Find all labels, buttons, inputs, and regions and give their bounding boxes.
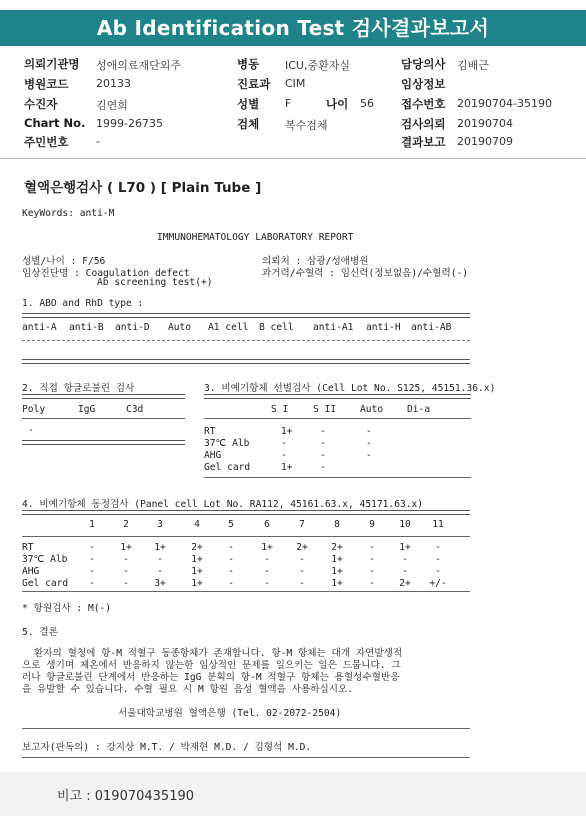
institution-label: 의뢰기관명 [24,57,80,71]
header-divider [0,158,586,159]
panel-cell-header-8: 8 [334,519,340,530]
panel-cell-header-1: 1 [89,519,95,530]
panel-row-phase: AHG [22,566,40,577]
screen-header-3: Auto [360,404,384,415]
section-title: 혈액은행검사 ( L70 ) [ Plain Tube ] [24,180,262,196]
screen-cell: - [366,426,372,437]
panel-row-phase: Gel card [22,578,69,589]
panel-cell: +/- [429,578,447,589]
reporter-rule-bottom [22,757,470,758]
panel-cell: - [435,554,441,565]
specimen-value: 복수검체 [285,119,328,132]
conclusion-line-3: 러나 항글로불린 단계에서 반응하는 IgG 분획의 항-M 적혈구 항체는 용혈성수혈반응 [22,672,400,683]
abo-header-1: anti-A [22,322,57,333]
panel-cell: - [369,566,375,577]
doctor-value: 김배근 [457,59,489,72]
abo-header-7: anti-A1 [313,322,354,333]
abo-header-6: B cell [259,322,294,333]
doctor-label: 담당의사 [401,57,446,71]
panel-cell: - [299,554,305,565]
panel-cell: 2+ [331,542,343,553]
panel-cell: - [369,554,375,565]
panel-cell-header-9: 9 [369,519,375,530]
panel-cell: 2+ [296,542,308,553]
sex-value: F [285,97,292,110]
dat-header-c3d: C3d [126,404,144,415]
panel-cell-header-7: 7 [299,519,305,530]
screen-cell: - [320,450,326,461]
panel-cell-header-11: 11 [432,519,444,530]
abo-rule-bottom [22,359,470,364]
clinical-label: 임상정보 [401,77,446,91]
panel-cell: 1+ [261,542,273,553]
screen-header-4: Di-a [407,404,431,415]
report-value: 20190709 [457,135,513,148]
screen-cell: - [320,462,326,473]
screen-row-phase: AHG [204,450,222,461]
specimen-label: 검체 [237,117,260,131]
report-title: Ab Identification Test 검사결과보고서 [0,10,586,46]
abo-header-3: anti-D [115,322,150,333]
ward-label: 병동 [237,57,260,71]
panel-cell: - [264,578,270,589]
panel-cell-header-6: 6 [264,519,270,530]
screen-cell: 1+ [281,426,293,437]
age-value: 56 [360,97,374,110]
panel-cell: 1+ [191,578,203,589]
conclusion-line-4: 을 유발할 수 있습니다. 수혈 필요 시 M 항원 음성 혈액을 사용하십시오. [22,684,354,695]
chart-label: Chart No. [24,116,86,130]
abo-header-5: A1 cell [208,322,249,333]
request-value: 20190704 [457,117,513,130]
diagnosis: 임상진단명 : Coagulation defect [22,268,190,279]
dat-rule-mid [22,418,185,419]
screen-cell: - [366,450,372,461]
panel-cell: - [228,578,234,589]
abo-rule-top [22,313,470,318]
dat-rule-top [22,394,185,399]
hospital-code-value: 20133 [96,77,131,90]
panel-cell: - [89,578,95,589]
diagnosis-2: Ab screening test(+) [97,277,213,288]
panel-cell: 1+ [331,578,343,589]
panel-cell: - [402,554,408,565]
panel-cell-header-4: 4 [194,519,200,530]
screen-header-1: S I [271,404,289,415]
panel-title: 4. 비예기항체 동정검사 (Panel cell Lot No. RA112, 45161.63.x, 45171.63.x) [22,499,424,510]
panel-cell: - [228,542,234,553]
panel-rule-top [22,510,470,515]
abo-header-8: anti-H [366,322,401,333]
screen-rule-top [204,394,471,399]
conclusion-title: 5. 결론 [22,627,58,638]
panel-cell-header-10: 10 [399,519,411,530]
screen-title: 3. 비예기항체 선별검사 (Cell Lot No. S125, 45151.36.x) [204,383,496,394]
screen-rule-mid [204,418,471,419]
screen-row-phase: 37℃ Alb [204,438,250,449]
panel-cell: 3+ [154,578,166,589]
lab-contact: 서울대학교병원 혈액은행 (Tel. 02-2072-2504) [118,708,342,719]
screen-cell: - [366,438,372,449]
sex-label: 성별 [237,97,260,111]
panel-cell: 1+ [191,566,203,577]
panel-cell: 1+ [331,566,343,577]
panel-cell: - [157,566,163,577]
panel-cell: - [228,566,234,577]
screen-cell: - [320,426,326,437]
panel-cell: 1+ [154,542,166,553]
dat-header-igg: IgG [78,404,96,415]
screen-cell: - [320,438,326,449]
screen-cell: - [281,450,287,461]
panel-cell: - [157,554,163,565]
rrn-value: - [96,135,100,148]
patient-value: 김연희 [96,99,128,112]
panel-cell: - [123,554,129,565]
keywords: KeyWords: anti-M [22,208,115,219]
reporter: 보고자(판독의) : 강지상 M.T. / 박재현 M.D. / 김형석 M.D. [22,742,312,753]
panel-cell-header-5: 5 [228,519,234,530]
panel-cell: - [299,566,305,577]
antigen-result: * 항원검사 : M(-) [22,603,112,614]
dat-header-poly: Poly [22,404,46,415]
referrer: 의뢰처 : 삼광/성애병원 [262,256,369,267]
panel-cell: 1+ [399,542,411,553]
panel-cell: - [89,554,95,565]
panel-rule-bottom [22,591,470,592]
panel-cell: - [89,566,95,577]
reporter-rule-top [22,728,470,729]
panel-cell-header-3: 3 [157,519,163,530]
chart-value: 1999-26735 [96,117,163,130]
dept-value: CIM [285,77,306,90]
abo-header-9: anti-AB [411,322,452,333]
panel-cell: 1+ [331,554,343,565]
screen-row-phase: Gel card [204,462,251,473]
screen-cell: - [281,438,287,449]
panel-cell: 1+ [191,554,203,565]
conclusion-line-2: 으로 생기며 체온에서 반응하지 않는한 임상적인 문제를 일으키는 일은 드뭅니다. 그 [22,660,401,671]
panel-cell: - [264,566,270,577]
rrn-label: 주민번호 [24,135,69,149]
abo-header-2: anti-B [69,322,104,333]
institution-value: 성애의료재단외주 [96,59,182,72]
panel-cell: - [123,578,129,589]
screen-header-2: S II [313,404,337,415]
remark: 비고 : 019070435190 [57,789,195,804]
sex-age: 성별/나이 : F/56 [22,256,106,267]
report-header: IMMUNOHEMATOLOGY LABORATORY REPORT [157,232,354,243]
receipt-label: 접수번호 [401,97,446,111]
panel-cell: - [402,566,408,577]
panel-cell: - [123,566,129,577]
dat-value-poly: - [28,425,34,436]
panel-cell: - [435,566,441,577]
dat-title: 2. 직접 항글로불린 검사 [22,383,135,394]
panel-cell: 2+ [399,578,411,589]
age-label: 나이 [326,97,349,111]
abo-rule-mid [22,340,470,341]
screen-row-phase: RT [204,426,216,437]
dept-label: 진료과 [237,77,271,91]
abo-title: 1. ABO and RhD type : [22,298,144,309]
remark-box [0,772,586,816]
panel-cell: - [264,554,270,565]
abo-header-4: Auto [168,322,192,333]
conclusion-line-1: 환자의 혈청에 항-M 적혈구 동종항체가 존재합니다. 항-M 항체는 대개 자연발생적 [34,648,403,659]
history: 과거력/수혈력 : 임신력(정보없음)/수혈력(-) [262,268,469,279]
dat-rule-bottom [22,440,185,445]
panel-cell: - [89,542,95,553]
ward-value: ICU,중환자실 [285,59,350,72]
patient-label: 수진자 [24,97,58,111]
panel-cell-header-2: 2 [123,519,129,530]
panel-row-phase: RT [22,542,34,553]
panel-cell: - [228,554,234,565]
panel-row-phase: 37℃ Alb [22,554,68,565]
panel-cell: - [369,542,375,553]
panel-cell: 2+ [191,542,203,553]
report-label: 결과보고 [401,135,446,149]
request-label: 검사의뢰 [401,117,446,131]
panel-cell: - [299,578,305,589]
panel-rule-mid [22,536,470,537]
screen-rule-bottom [204,477,471,478]
hospital-code-label: 병원코드 [24,77,69,91]
panel-cell: 1+ [120,542,132,553]
panel-cell: - [435,542,441,553]
receipt-value: 20190704-35190 [457,97,552,110]
panel-cell: - [369,578,375,589]
screen-cell: 1+ [281,462,293,473]
